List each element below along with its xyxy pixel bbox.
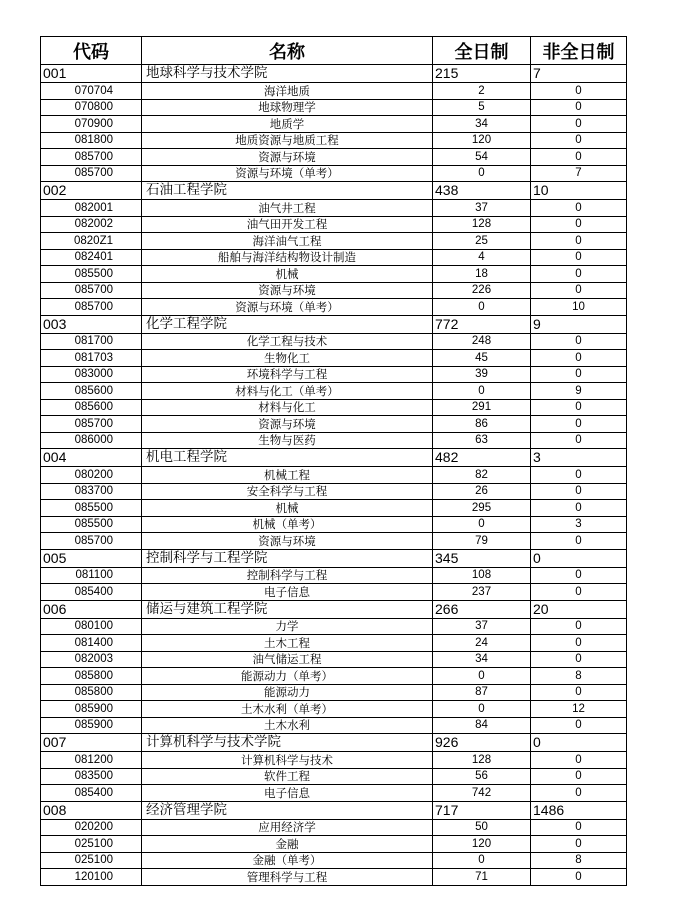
major-parttime: 0 <box>531 584 627 601</box>
major-name: 软件工程 <box>142 768 433 785</box>
major-code: 082401 <box>41 249 142 266</box>
header-fulltime: 全日制 <box>433 37 531 65</box>
major-fulltime: 295 <box>433 500 531 517</box>
major-fulltime: 50 <box>433 819 531 836</box>
major-fulltime: 128 <box>433 752 531 769</box>
college-name: 地球科学与技术学院 <box>142 65 433 83</box>
major-row <box>41 651 627 668</box>
college-parttime: 1486 <box>531 801 627 819</box>
major-row <box>41 249 627 266</box>
major-name: 土木水利 <box>142 717 433 734</box>
major-parttime: 0 <box>531 132 627 149</box>
major-parttime: 8 <box>531 852 627 869</box>
major-code: 085400 <box>41 584 142 601</box>
college-name: 机电工程学院 <box>142 449 433 467</box>
major-name: 环境科学与工程 <box>142 366 433 383</box>
major-parttime: 0 <box>531 99 627 116</box>
major-row <box>41 83 627 100</box>
major-fulltime: 128 <box>433 216 531 233</box>
major-fulltime: 248 <box>433 333 531 350</box>
major-name: 资源与环境 <box>142 533 433 550</box>
major-row <box>41 383 627 400</box>
major-code: 082001 <box>41 200 142 217</box>
major-row <box>41 266 627 283</box>
college-parttime: 0 <box>531 549 627 567</box>
major-fulltime: 82 <box>433 467 531 484</box>
major-parttime: 0 <box>531 266 627 283</box>
major-row <box>41 785 627 802</box>
major-row <box>41 200 627 217</box>
college-name: 化学工程学院 <box>142 315 433 333</box>
major-row <box>41 869 627 886</box>
major-row <box>41 852 627 869</box>
major-fulltime: 24 <box>433 635 531 652</box>
major-fulltime: 26 <box>433 483 531 500</box>
major-row <box>41 216 627 233</box>
major-row <box>41 99 627 116</box>
major-code: 070704 <box>41 83 142 100</box>
major-code: 083000 <box>41 366 142 383</box>
major-fulltime: 291 <box>433 399 531 416</box>
major-fulltime: 34 <box>433 116 531 133</box>
major-parttime: 0 <box>531 416 627 433</box>
major-parttime: 7 <box>531 165 627 182</box>
major-code: 085600 <box>41 383 142 400</box>
major-name: 资源与环境（单考） <box>142 299 433 316</box>
major-name: 资源与环境（单考） <box>142 165 433 182</box>
college-name: 经济管理学院 <box>142 801 433 819</box>
major-fulltime: 0 <box>433 668 531 685</box>
major-name: 资源与环境 <box>142 416 433 433</box>
major-name: 土木水利（单考） <box>142 701 433 718</box>
major-row <box>41 819 627 836</box>
major-code: 085800 <box>41 668 142 685</box>
major-fulltime: 71 <box>433 869 531 886</box>
major-name: 海洋油气工程 <box>142 233 433 250</box>
enrollment-table <box>40 36 627 886</box>
college-name: 储运与建筑工程学院 <box>142 600 433 618</box>
college-code: 001 <box>41 65 142 83</box>
major-name: 金融 <box>142 836 433 853</box>
major-parttime: 0 <box>531 567 627 584</box>
major-parttime: 3 <box>531 516 627 533</box>
major-fulltime: 120 <box>433 836 531 853</box>
major-parttime: 8 <box>531 668 627 685</box>
major-row <box>41 333 627 350</box>
college-fulltime: 438 <box>433 182 531 200</box>
college-code: 002 <box>41 182 142 200</box>
major-row <box>41 366 627 383</box>
major-row <box>41 618 627 635</box>
college-fulltime: 215 <box>433 65 531 83</box>
major-parttime: 0 <box>531 249 627 266</box>
major-row <box>41 233 627 250</box>
major-name: 能源动力（单考） <box>142 668 433 685</box>
major-code: 083700 <box>41 483 142 500</box>
major-code: 085900 <box>41 717 142 734</box>
major-row <box>41 500 627 517</box>
major-name: 油气井工程 <box>142 200 433 217</box>
major-parttime: 0 <box>531 483 627 500</box>
major-fulltime: 226 <box>433 282 531 299</box>
major-fulltime: 86 <box>433 416 531 433</box>
major-name: 力学 <box>142 618 433 635</box>
major-parttime: 0 <box>531 785 627 802</box>
major-row <box>41 116 627 133</box>
major-name: 材料与化工 <box>142 399 433 416</box>
major-parttime: 0 <box>531 333 627 350</box>
major-parttime: 0 <box>531 819 627 836</box>
major-row <box>41 299 627 316</box>
college-row <box>41 65 627 83</box>
college-parttime: 3 <box>531 449 627 467</box>
major-fulltime: 37 <box>433 618 531 635</box>
major-fulltime: 18 <box>433 266 531 283</box>
major-code: 085700 <box>41 149 142 166</box>
major-parttime: 0 <box>531 432 627 449</box>
college-row <box>41 315 627 333</box>
college-fulltime: 772 <box>433 315 531 333</box>
major-code: 081700 <box>41 333 142 350</box>
major-name: 土木工程 <box>142 635 433 652</box>
college-code: 006 <box>41 600 142 618</box>
major-name: 资源与环境 <box>142 149 433 166</box>
college-parttime: 0 <box>531 734 627 752</box>
major-fulltime: 5 <box>433 99 531 116</box>
college-code: 007 <box>41 734 142 752</box>
major-code: 085700 <box>41 299 142 316</box>
major-row <box>41 717 627 734</box>
major-code: 081200 <box>41 752 142 769</box>
major-name: 计算机科学与技术 <box>142 752 433 769</box>
major-row <box>41 132 627 149</box>
college-fulltime: 482 <box>433 449 531 467</box>
header-code: 代码 <box>41 37 142 65</box>
major-name: 地质资源与地质工程 <box>142 132 433 149</box>
major-row <box>41 668 627 685</box>
major-fulltime: 84 <box>433 717 531 734</box>
major-row <box>41 282 627 299</box>
header-name: 名称 <box>142 37 433 65</box>
college-row <box>41 801 627 819</box>
major-fulltime: 45 <box>433 350 531 367</box>
college-parttime: 10 <box>531 182 627 200</box>
major-code: 085400 <box>41 785 142 802</box>
major-name: 地球物理学 <box>142 99 433 116</box>
major-code: 086000 <box>41 432 142 449</box>
major-parttime: 0 <box>531 200 627 217</box>
major-fulltime: 79 <box>433 533 531 550</box>
major-name: 生物化工 <box>142 350 433 367</box>
major-fulltime: 34 <box>433 651 531 668</box>
major-code: 085600 <box>41 399 142 416</box>
college-name: 计算机科学与技术学院 <box>142 734 433 752</box>
major-row <box>41 635 627 652</box>
college-row <box>41 449 627 467</box>
major-code: 081400 <box>41 635 142 652</box>
college-code: 003 <box>41 315 142 333</box>
major-row <box>41 701 627 718</box>
major-fulltime: 87 <box>433 684 531 701</box>
major-parttime: 0 <box>531 282 627 299</box>
major-row <box>41 836 627 853</box>
major-code: 120100 <box>41 869 142 886</box>
college-code: 004 <box>41 449 142 467</box>
major-fulltime: 0 <box>433 852 531 869</box>
major-row <box>41 483 627 500</box>
major-name: 材料与化工（单考） <box>142 383 433 400</box>
college-name: 控制科学与工程学院 <box>142 549 433 567</box>
major-name: 地质学 <box>142 116 433 133</box>
major-name: 化学工程与技术 <box>142 333 433 350</box>
major-code: 025100 <box>41 836 142 853</box>
college-row <box>41 549 627 567</box>
major-parttime: 0 <box>531 233 627 250</box>
major-parttime: 0 <box>531 533 627 550</box>
major-fulltime: 742 <box>433 785 531 802</box>
major-parttime: 0 <box>531 768 627 785</box>
major-row <box>41 165 627 182</box>
major-name: 机械（单考） <box>142 516 433 533</box>
college-parttime: 9 <box>531 315 627 333</box>
major-name: 船舶与海洋结构物设计制造 <box>142 249 433 266</box>
major-code: 082003 <box>41 651 142 668</box>
major-name: 机械 <box>142 500 433 517</box>
major-fulltime: 0 <box>433 701 531 718</box>
major-parttime: 0 <box>531 635 627 652</box>
major-fulltime: 4 <box>433 249 531 266</box>
major-fulltime: 63 <box>433 432 531 449</box>
major-row <box>41 149 627 166</box>
major-fulltime: 39 <box>433 366 531 383</box>
major-name: 管理科学与工程 <box>142 869 433 886</box>
major-parttime: 12 <box>531 701 627 718</box>
major-name: 控制科学与工程 <box>142 567 433 584</box>
major-parttime: 0 <box>531 83 627 100</box>
college-fulltime: 717 <box>433 801 531 819</box>
major-name: 安全科学与工程 <box>142 483 433 500</box>
major-code: 082002 <box>41 216 142 233</box>
major-parttime: 0 <box>531 717 627 734</box>
major-code: 085800 <box>41 684 142 701</box>
major-row <box>41 768 627 785</box>
major-row <box>41 432 627 449</box>
major-parttime: 0 <box>531 618 627 635</box>
college-parttime: 7 <box>531 65 627 83</box>
major-parttime: 0 <box>531 350 627 367</box>
major-parttime: 0 <box>531 500 627 517</box>
header-parttime: 非全日制 <box>531 37 627 65</box>
college-row <box>41 182 627 200</box>
major-code: 083500 <box>41 768 142 785</box>
major-row <box>41 567 627 584</box>
college-fulltime: 266 <box>433 600 531 618</box>
college-row <box>41 600 627 618</box>
major-name: 能源动力 <box>142 684 433 701</box>
major-name: 生物与医药 <box>142 432 433 449</box>
major-code: 085500 <box>41 516 142 533</box>
major-fulltime: 56 <box>433 768 531 785</box>
major-parttime: 0 <box>531 366 627 383</box>
major-row <box>41 467 627 484</box>
major-fulltime: 2 <box>433 83 531 100</box>
major-code: 0820Z1 <box>41 233 142 250</box>
major-row <box>41 584 627 601</box>
major-fulltime: 0 <box>433 299 531 316</box>
major-parttime: 0 <box>531 869 627 886</box>
major-parttime: 0 <box>531 116 627 133</box>
major-code: 081703 <box>41 350 142 367</box>
major-fulltime: 37 <box>433 200 531 217</box>
major-row <box>41 350 627 367</box>
major-name: 电子信息 <box>142 584 433 601</box>
table-body <box>41 65 627 886</box>
major-fulltime: 120 <box>433 132 531 149</box>
college-name: 石油工程学院 <box>142 182 433 200</box>
college-row <box>41 734 627 752</box>
major-parttime: 0 <box>531 467 627 484</box>
major-fulltime: 0 <box>433 165 531 182</box>
major-code: 085700 <box>41 165 142 182</box>
major-fulltime: 25 <box>433 233 531 250</box>
major-row <box>41 416 627 433</box>
major-fulltime: 237 <box>433 584 531 601</box>
major-name: 油气田开发工程 <box>142 216 433 233</box>
major-parttime: 0 <box>531 836 627 853</box>
major-name: 机械工程 <box>142 467 433 484</box>
major-parttime: 9 <box>531 383 627 400</box>
college-fulltime: 926 <box>433 734 531 752</box>
major-code: 025100 <box>41 852 142 869</box>
major-fulltime: 0 <box>433 516 531 533</box>
major-name: 油气储运工程 <box>142 651 433 668</box>
header-row <box>41 37 627 65</box>
major-code: 085900 <box>41 701 142 718</box>
major-code: 081100 <box>41 567 142 584</box>
major-parttime: 0 <box>531 399 627 416</box>
major-row <box>41 399 627 416</box>
major-code: 070800 <box>41 99 142 116</box>
major-row <box>41 684 627 701</box>
major-row <box>41 516 627 533</box>
major-name: 海洋地质 <box>142 83 433 100</box>
major-parttime: 0 <box>531 149 627 166</box>
college-code: 008 <box>41 801 142 819</box>
college-code: 005 <box>41 549 142 567</box>
major-code: 080100 <box>41 618 142 635</box>
major-parttime: 0 <box>531 216 627 233</box>
college-parttime: 20 <box>531 600 627 618</box>
major-code: 085700 <box>41 533 142 550</box>
major-row <box>41 752 627 769</box>
major-parttime: 0 <box>531 752 627 769</box>
major-fulltime: 0 <box>433 383 531 400</box>
major-code: 085700 <box>41 282 142 299</box>
major-parttime: 0 <box>531 651 627 668</box>
major-name: 应用经济学 <box>142 819 433 836</box>
major-parttime: 10 <box>531 299 627 316</box>
college-fulltime: 345 <box>433 549 531 567</box>
major-code: 081800 <box>41 132 142 149</box>
major-code: 080200 <box>41 467 142 484</box>
major-code: 085500 <box>41 266 142 283</box>
major-code: 070900 <box>41 116 142 133</box>
major-fulltime: 54 <box>433 149 531 166</box>
major-name: 资源与环境 <box>142 282 433 299</box>
major-fulltime: 108 <box>433 567 531 584</box>
major-code: 085500 <box>41 500 142 517</box>
major-name: 电子信息 <box>142 785 433 802</box>
major-row <box>41 533 627 550</box>
major-code: 085700 <box>41 416 142 433</box>
major-code: 020200 <box>41 819 142 836</box>
major-parttime: 0 <box>531 684 627 701</box>
major-name: 机械 <box>142 266 433 283</box>
major-name: 金融（单考） <box>142 852 433 869</box>
